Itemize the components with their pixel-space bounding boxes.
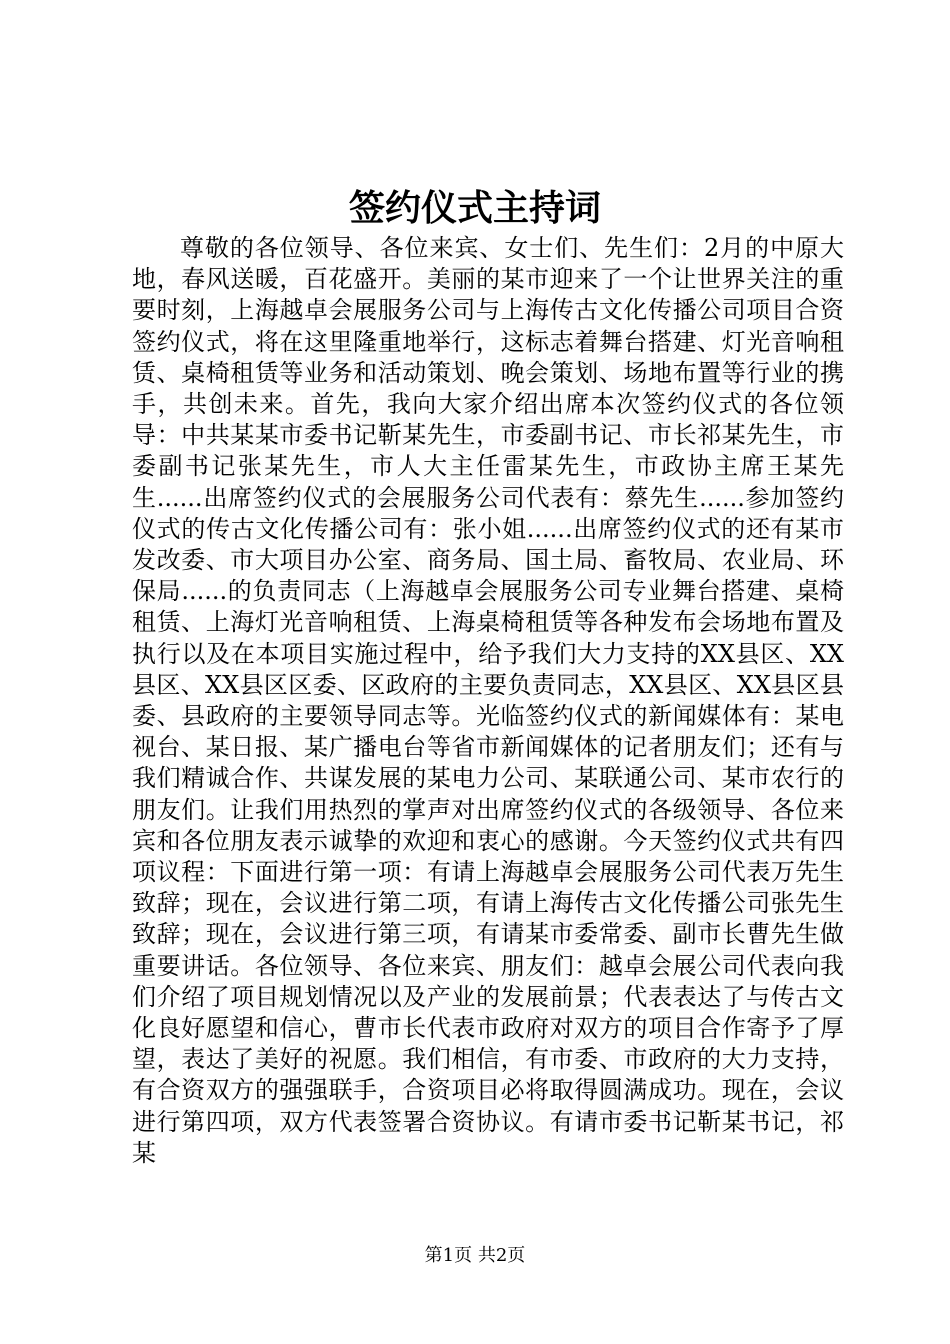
document-body: 尊敬的各位领导、各位来宾、女士们、先生们：2月的中原大地，春风送暖，百花盛开。美丽的某市迎来了一个让世界关注的重要时刻，上海越卓会展服务公司与上海传古文化传播公司项目合资签约仪式，将在这里隆重地举行，这标志着舞台搭建、灯光音响租赁、桌椅租赁等业务和活动策划、晚会策划、场地布置等行业的携手，共创未来。首先，我向大家介绍出席本次签约仪式的各位领导：中共某某市委书记靳某先生，市委副书记、市长祁某先生，市委副书记张某先生，市人大主任雷某先生，市政协主席王某先生......出席签约仪式的会展服务公司代表有：蔡先生......参加签约仪式的传古文化传播公司有：张小姐......出席签约仪式的还有某市发改委、市大项目办公室、商务局、国土局、畜牧局、农业局、环保局......的负责同志（上海越卓会展服务公司专业舞台搭建、桌椅租赁、上海灯光音响租赁、上海桌椅租赁等各种发布会场地布置及执行以及在本项目实施过程中，给予我们大力支持的XX县区、XX县区、XX县区区委、区政府的主要负责同志，XX县区、XX县区县委、县政府的主要领导同志等。光临签约仪式的新闻媒体有：某电视台、某日报、某广播电台等省市新闻媒体的记者朋友们；还有与我们精诚合作、共谋发展的某电力公司、某联通公司、某市农行的朋友们。让我们用热烈的掌声对出席签约仪式的各级领导、各位来宾和各位朋友表示诚挚的欢迎和衷心的感谢。今天签约仪式共有四项议程：下面进行第一项：有请上海越卓会展服务公司代表万先生致辞；现在，会议进行第二项，有请上海传古文化传播公司张先生致辞；现在，会议进行第三项，有请某市委常委、副市长曹先生做重要讲话。各位领导、各位来宾、朋友们：越卓会展公司代表向我们介绍了项目规划情况以及产业的发展前景；代表表达了与传古文化良好愿望和信心，曹市长代表市政府对双方的项目合作寄予了厚望，表达了美好的祝愿。我们相信，有市委、市政府的大力支持，有合资双方的强强联手，合资项目必将取得圆满成功。现在，会议进行第四项，双方代表签署合资协议。有请市委书记靳某书记，祁某	[132, 234, 844, 1167]
page-number-footer: 第1页 共2页	[424, 1245, 526, 1266]
document-title: 签约仪式主持词	[348, 187, 601, 229]
